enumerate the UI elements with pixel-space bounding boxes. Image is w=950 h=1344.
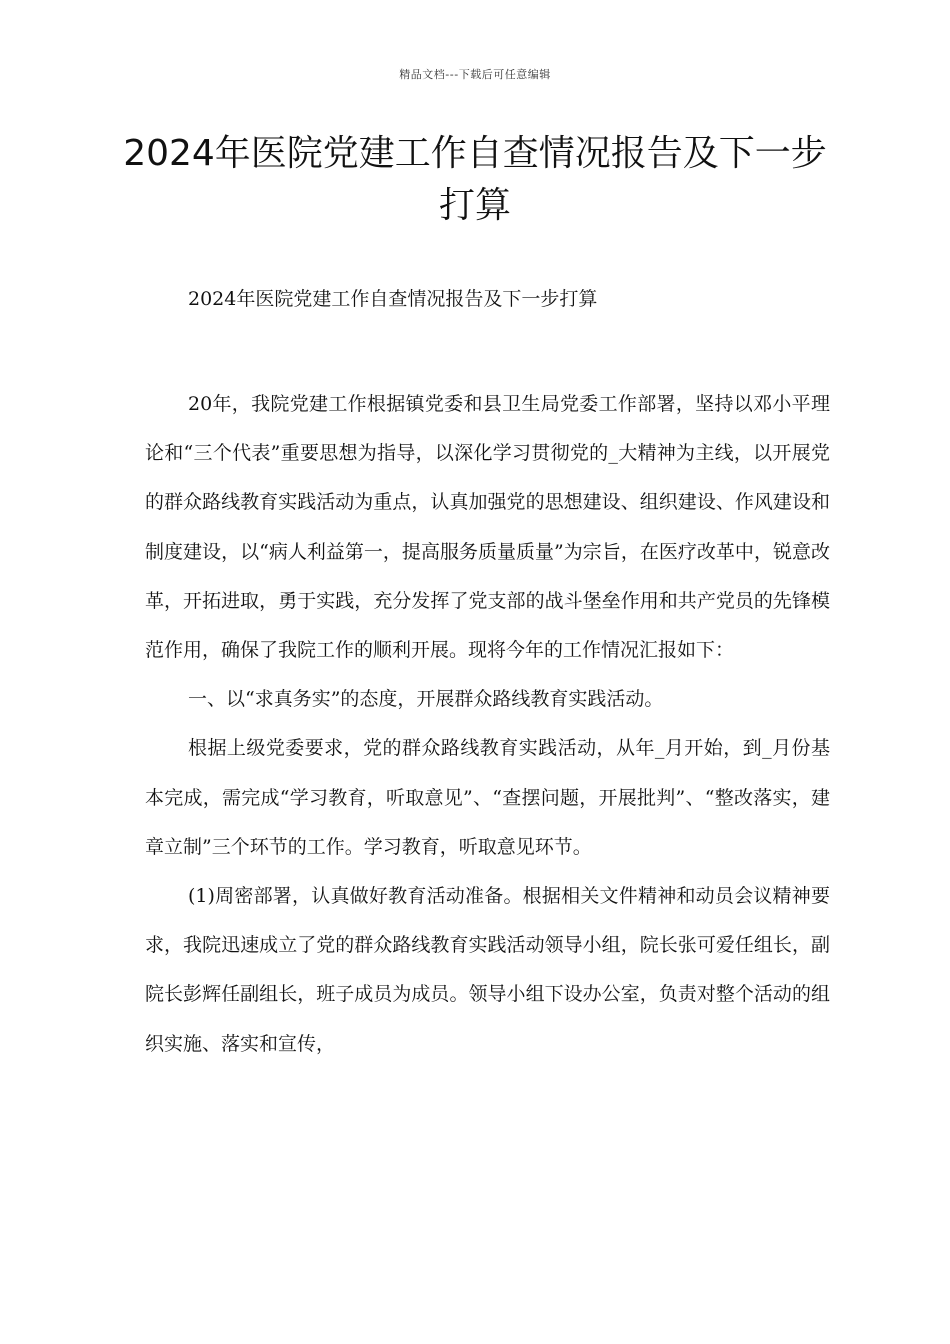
- paragraph-deployment: (1)周密部署，认真做好教育活动准备。根据相关文件精神和动员会议精神要求，我院迅速成立了党的群众路线教育实践活动领导小组，院长张可爱任组长，副院长彭辉任副组长，班子成员为成员。领导小组下设办公室，负责对整个活动的组织实施、落实和宣传，: [145, 885, 830, 1055]
- header-watermark: 精品文档---下载后可任意编辑: [399, 68, 551, 81]
- paragraph-intro: 20年，我院党建工作根据镇党委和县卫生局党委工作部署，坚持以邓小平理论和“三个代表”重要思想为指导，以深化学习贯彻党的_大精神为主线，以开展党的群众路线教育实践活动为重点，认真加强党的思想建设、组织建设、作风建设和制度建设，以“病人利益第一，提高服务质量质量”为宗旨，在医疗改革中，锐意改革，开拓进取，勇于实践，充分发挥了党支部的战斗堡垒作用和共产党员的先锋模范作用，确保了我院工作的顺利开展。现将今年的工作情况汇报如下：: [145, 393, 830, 662]
- document-subtitle: 2024年医院党建工作自查情况报告及下一步打算: [188, 288, 598, 310]
- section-heading-1: 一、以“求真务实”的态度，开展群众路线教育实践活动。: [188, 688, 664, 711]
- document-title: 2024年医院党建工作自查情况报告及下一步打算: [123, 133, 827, 226]
- document-body: [145, 380, 830, 1069]
- paragraph-activity: 根据上级党委要求，党的群众路线教育实践活动，从年_月开始，到_月份基本完成，需完成“学习教育，听取意见”、“查摆问题，开展批判”、“整改落实，建章立制”三个环节的工作。学习教育，听取意见环节。: [145, 737, 830, 858]
